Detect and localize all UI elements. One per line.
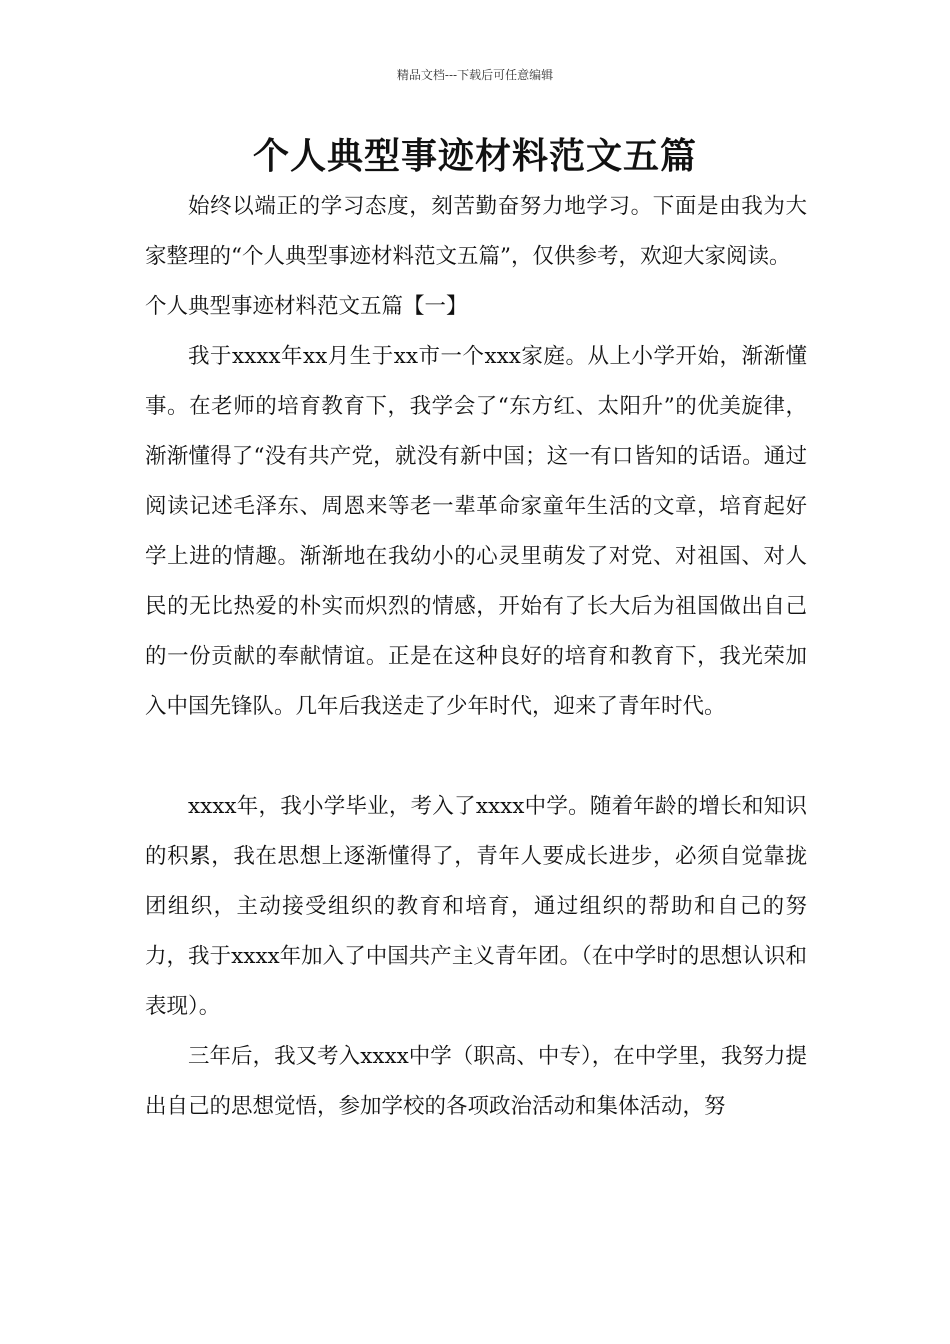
header-note: 精品文档---下载后可任意编辑 (396, 68, 554, 82)
intro-paragraph: 始终以端正的学习态度，刻苦勤奋努力地学习。下面是由我为大家整理的“个人典型事迹材料范文五篇”，仅供参考，欢迎大家阅读。 (145, 194, 807, 269)
document-body (145, 182, 807, 1132)
paragraph-spacer (145, 732, 807, 782)
section-heading: 个人典型事迹材料范文五篇【一】 (145, 294, 468, 319)
body-paragraph: 我于xxxx年xx月生于xx市一个xxx家庭。从上小学开始，渐渐懂事。在老师的培育教育下，我学会了“东方红、太阳升”的优美旋律，渐渐懂得了“没有共产党，就没有新中国；这一有口皆知的话语。通过阅读记述毛泽东、周恩来等老一辈革命家童年生活的文章，培育起好学上进的情趣。渐渐地在我幼小的心灵里萌发了对党、对祖国、对人民的无比热爱的朴实而炽烈的情感，开始有了长大后为祖国做出自己的一份贡献的奉献情谊。正是在这种良好的培育和教育下，我光荣加入中国先锋队。几年后我送走了少年时代，迎来了青年时代。 (145, 344, 807, 719)
body-paragraph: xxxx年，我小学毕业，考入了xxxx中学。随着年龄的增长和知识的积累，我在思想上逐渐懂得了，青年人要成长进步，必须自觉靠拢团组织，主动接受组织的教育和培育，通过组织的帮助和自己的努力，我于xxxx年加入了中国共产主义青年团。（在中学时的思想认识和表现）。 (145, 794, 807, 1019)
document-title: 个人典型事迹材料范文五篇 (252, 135, 697, 177)
body-paragraph: 三年后，我又考入xxxx中学（职高、中专），在中学里，我努力提出自己的思想觉悟，参加学校的各项政治活动和集体活动，努 (145, 1044, 807, 1119)
